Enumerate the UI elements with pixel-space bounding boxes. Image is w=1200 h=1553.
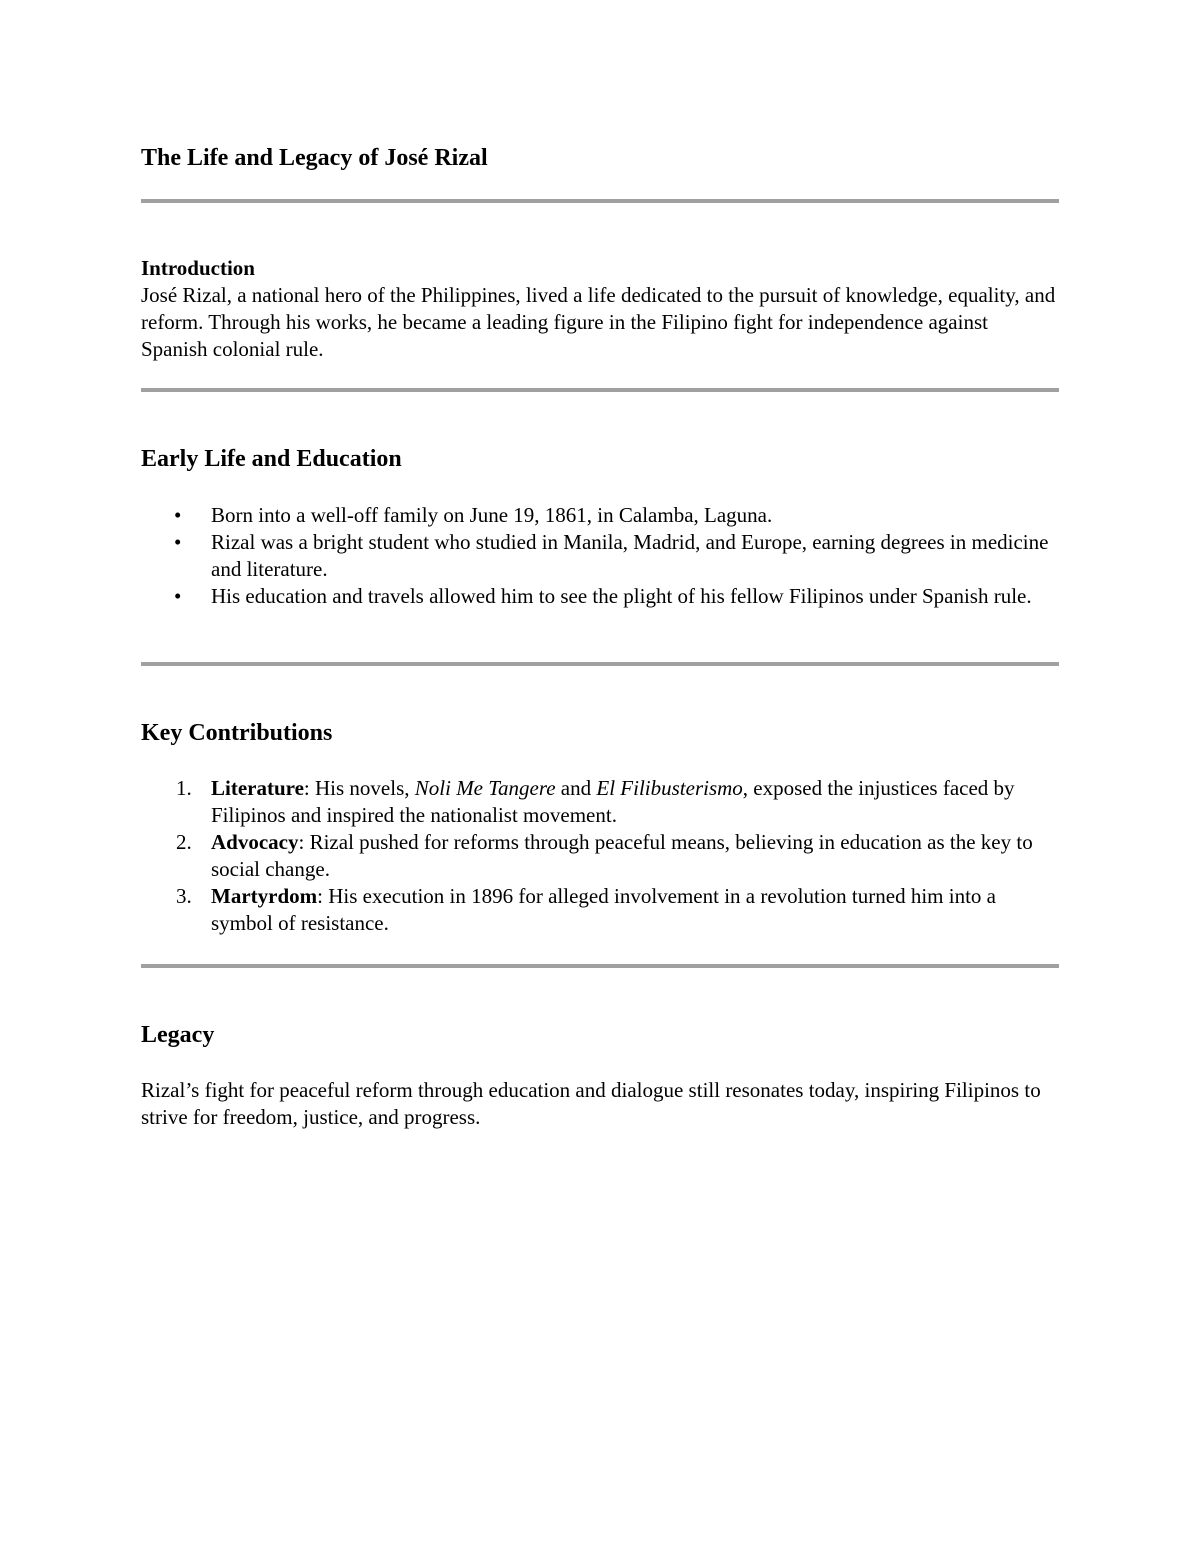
contribution-term: Advocacy	[211, 830, 299, 854]
list-item	[141, 775, 1059, 829]
document-title: The Life and Legacy of José Rizal	[141, 145, 488, 171]
list-item-text: His education and travels allowed him to see the plight of his fellow Filipinos under Spanish rule.	[211, 584, 1032, 608]
contribution-text: : His execution in 1896 for alleged involvement in a revolution turned him into a symbol of resistance.	[211, 884, 996, 935]
list-item-text: Born into a well-off family on June 19, 1861, in Calamba, Laguna.	[211, 503, 773, 527]
contribution-text: and	[555, 776, 597, 800]
key-contributions-list	[141, 775, 1059, 937]
list-number: 2.	[176, 830, 192, 854]
introduction-text: José Rizal, a national hero of the Philippines, lived a life dedicated to the pursuit of knowledge, equality, and reform. Through his works, he became a leading figure in the Filipino fight for independence against Spanish colonial rule.	[141, 283, 1056, 361]
early-life-list	[141, 502, 1059, 610]
contribution-term: Literature	[211, 776, 304, 800]
early-life-heading: Early Life and Education	[141, 446, 402, 472]
list-item	[141, 829, 1059, 883]
horizontal-rule	[141, 964, 1059, 968]
introduction-section	[141, 255, 1059, 363]
list-number: 1.	[176, 776, 192, 800]
bullet-icon: •	[174, 584, 182, 608]
horizontal-rule	[141, 388, 1059, 392]
book-title: El Filibusterismo	[596, 776, 743, 800]
contribution-text: : Rizal pushed for reforms through peaceful means, believing in education as the key to social change.	[211, 830, 1033, 881]
list-item	[141, 883, 1059, 937]
contribution-term: Martyrdom	[211, 884, 318, 908]
list-item	[141, 502, 1059, 529]
contribution-text: , exposed the injustices faced by Filipinos and inspired the nationalist movement.	[211, 776, 1015, 827]
list-item	[141, 583, 1059, 610]
horizontal-rule	[141, 199, 1059, 203]
horizontal-rule	[141, 662, 1059, 666]
key-contributions-heading: Key Contributions	[141, 720, 333, 746]
legacy-heading: Legacy	[141, 1022, 215, 1048]
bullet-icon: •	[174, 530, 182, 554]
list-number: 3.	[176, 884, 192, 908]
list-item-text: Rizal was a bright student who studied in Manila, Madrid, and Europe, earning degrees in medicine and literature.	[211, 530, 1049, 581]
book-title: Noli Me Tangere	[414, 776, 556, 800]
legacy-text: Rizal’s fight for peaceful reform through education and dialogue still resonates today, inspiring Filipinos to strive for freedom, justice, and progress.	[141, 1078, 1041, 1129]
contribution-text: : His novels,	[303, 776, 415, 800]
introduction-heading: Introduction	[141, 256, 255, 280]
bullet-icon: •	[174, 503, 182, 527]
list-item	[141, 529, 1059, 583]
